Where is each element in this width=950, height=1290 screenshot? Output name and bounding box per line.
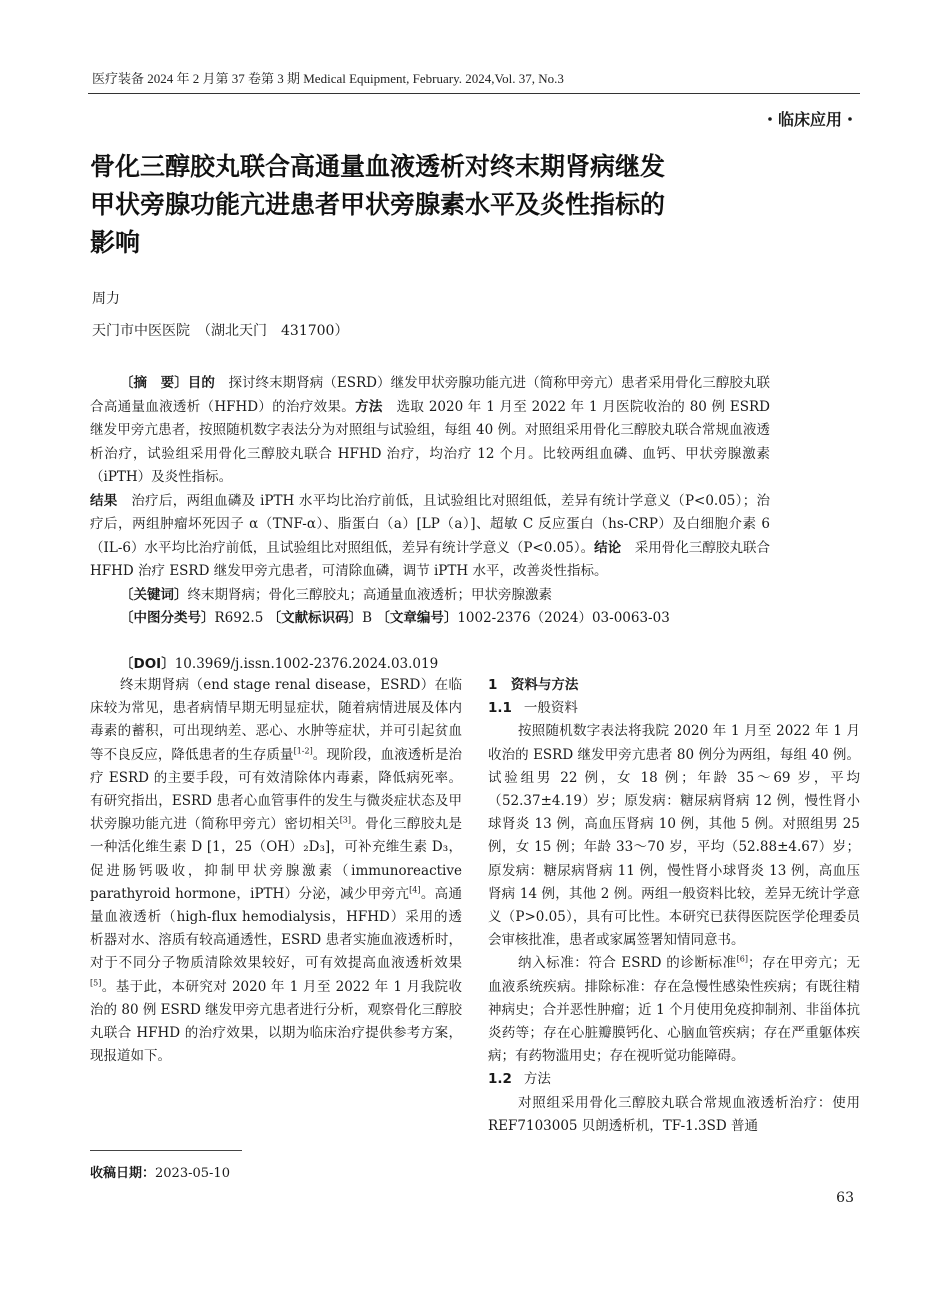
doi-value: 10.3969/j.issn.1002-2376.2024.03.019 bbox=[174, 656, 439, 672]
citation: [5] bbox=[90, 978, 102, 988]
keywords: 终末期肾病；骨化三醇胶丸；高通量血液透析；甲状旁腺激素 bbox=[187, 586, 552, 603]
received-date: 2023-05-10 bbox=[155, 1166, 230, 1181]
abstract-result-para bbox=[90, 490, 770, 584]
page-number: 63 bbox=[836, 1190, 854, 1206]
intro-text: 。高通量血液透析（high-flux hemodialysis，HFHD）采用的透析器对水、溶质有较高通透性，ESRD 患者实施血液透析时，对于不同分子物质清除效果较好，可有效提高血液透析效果 bbox=[90, 885, 462, 972]
received-date-footnote bbox=[90, 1162, 230, 1181]
section-heading: 1 资料与方法 bbox=[488, 677, 579, 693]
header-divider bbox=[88, 93, 860, 94]
general-data-paragraph: 按照随机数字表法将我院 2020 年 1 月至 2022 年 1 月收治的 ESRD 继发甲旁亢患者 80 例分为两组，每组 40 例。试验组男 22 例，女 18 例；年龄 35～69 岁，平均（52.37±4.19）岁；原发病：糖尿病肾病 12 例，慢性肾小球肾炎 13 例，高血压肾病 10 例，其他 5 例。对照组男 25 例，女 15 例；年龄 33～70 岁，平均（52.88±4.67）岁；原发病：糖尿病肾病 11 例，慢性肾小球肾炎 13 例，高血压肾病 14 例，其他 2 例。两组一般资料比较，差异无统计学意义（P>0.05），具有可比性。本研究已获得医院医学伦理委员会审核批准，患者或家属签署知情同意书。 bbox=[488, 723, 860, 949]
article-title bbox=[90, 148, 790, 262]
method-label: 方法 bbox=[355, 398, 383, 415]
intro-text: 。现阶段，血液透析是治疗 ESRD 的主要手段，可有效清除体内毒素，降低病死率。有研究指出，ESRD 患者心血管事件的发生与微炎症状态及甲状旁腺功能亢进（简称甲旁亢）密切相关 bbox=[90, 746, 463, 833]
abstract-objective: 探讨终末期肾病（ESRD）继发甲状旁腺功能亢进（简称甲旁亢）患者采用骨化三醇胶丸联合高通量血液透析（HFHD）的治疗效果。 bbox=[90, 375, 771, 415]
left-column bbox=[90, 674, 462, 1068]
citation: [4] bbox=[409, 885, 421, 895]
citation: [3] bbox=[339, 815, 352, 825]
doi-line bbox=[120, 652, 438, 672]
abstract-method: 选取 2020 年 1 月至 2022 年 1 月医院收治的 80 例 ESRD 继发甲旁亢患者，按照随机数字表法分为对照组与试验组，每组 40 例。对照组采用骨化三醇胶丸联合常规血液透析治疗，试验组采用骨化三醇胶丸联合 HFHD 治疗，均治疗 12 个月。比较两组血磷、血钙、甲状旁腺激素（iPTH）及炎性指标。 bbox=[90, 398, 771, 485]
abstract-result: 治疗后，两组血磷及 iPTH 水平均比治疗前低，且试验组比对照组低，差异有统计学意义（P<0.05）；治疗后，两组肿瘤坏死因子 α（TNF-α）、脂蛋白（a）[LP（a）]、超敏 C 反应蛋白（hs-CRP）及白细胞介素 6（IL-6）水平均比治疗前低，且试验组比对照组低，差异有统计学意义（P<0.05）。 bbox=[90, 492, 771, 556]
citation: [6] bbox=[736, 954, 748, 964]
doi-label: 〔DOI〕 bbox=[120, 656, 175, 672]
clc-label: 〔中图分类号〕 bbox=[120, 610, 215, 626]
conclusion-label: 结论 bbox=[594, 539, 622, 556]
journal-header: 医疗装备 2024 年 2 月第 37 卷第 3 期 Medical Equipment, February. 2024,Vol. 37, No.3 bbox=[92, 71, 564, 86]
abstract-conclusion: 采用骨化三醇胶丸联合 HFHD 治疗 ESRD 继发甲旁亢患者，可清除血磷，调节 iPTH 水平，改善炎性指标。 bbox=[90, 539, 771, 579]
intro-text: 。基于此，本研究对 2020 年 1 月至 2022 年 1 月我院收治的 80 例 ESRD 继发甲旁亢患者进行分析，观察骨化三醇胶丸联合 HFHD 的治疗效果，以期为临床治疗提供参考方案，现报道如下。 bbox=[90, 978, 462, 1065]
doccode-label: 〔文献标识码〕 bbox=[267, 610, 363, 626]
citation: [1-2] bbox=[293, 746, 313, 756]
right-column bbox=[488, 674, 860, 1138]
abstract-body bbox=[90, 372, 770, 490]
method-paragraph: 对照组采用骨化三醇胶丸联合常规血液透析治疗：使用 REF7103005 贝朗透析机，TF-1.3SD 普通 bbox=[488, 1094, 860, 1134]
keywords-line bbox=[90, 584, 770, 608]
doccode-value: B bbox=[362, 610, 373, 626]
intro-text: 。骨化三醇胶丸是一种活化维生素 D [1，25（OH）₂D₃]，可补充维生素 D₃，促进肠钙吸收，抑制甲状旁腺激素（immunoreactive parathyroid hormone，iPTH）分泌，减少甲旁亢 bbox=[90, 816, 463, 902]
result-label: 结果 bbox=[90, 492, 118, 509]
keywords-label: 〔关键词〕 bbox=[120, 586, 188, 603]
criteria-paragraph bbox=[488, 952, 860, 1068]
subsection-title: 一般资料 bbox=[523, 700, 578, 717]
articleno-label: 〔文章编号〕 bbox=[376, 610, 458, 626]
title-line: 甲状旁腺功能亢进患者甲状旁腺素水平及炎性指标的 bbox=[90, 190, 666, 219]
subsection-number: 1.1 bbox=[488, 700, 512, 717]
articleno-value: 1002-2376（2024）03-0063-03 bbox=[457, 610, 670, 626]
intro-paragraph bbox=[90, 674, 462, 1068]
subsection-heading bbox=[488, 697, 860, 720]
criteria-text: 纳入标准：符合 ESRD 的诊断标准 bbox=[518, 955, 737, 972]
abstract-label: 〔摘 要〕目的 bbox=[120, 375, 215, 391]
intro-text: 终末期肾病（end stage renal disease，ESRD）在临床较为常见，患者病情早期无明显症状，随着病情进展及体内毒素的蓄积，可出现纳差、恶心、水肿等症状，并可引起贫血等不良反应，降低患者的生存质量 bbox=[90, 677, 462, 763]
title-line: 影响 bbox=[90, 228, 141, 257]
author: 周力 bbox=[92, 291, 120, 307]
abstract bbox=[90, 372, 770, 631]
subsection-heading bbox=[488, 1068, 860, 1091]
footnote-divider bbox=[90, 1150, 242, 1151]
classification-line bbox=[90, 607, 770, 631]
clc-value: R692.5 bbox=[214, 610, 264, 626]
criteria-text: ；存在甲旁亢；无血液系统疾病。排除标准：存在急慢性感染性疾病；有既往精神病史；合并恶性肿瘤；近 1 个月使用免疫抑制剂、非甾体抗炎药等；存在心脏瓣膜钙化、心脑血管疾病；存在严重躯体疾病；有药物滥用史；存在视听觉功能障碍。 bbox=[488, 955, 860, 1065]
received-label: 收稿日期： bbox=[90, 1166, 156, 1181]
section-tag: ・临床应用・ bbox=[761, 110, 858, 129]
title-line: 骨化三醇胶丸联合高通量血液透析对终末期肾病继发 bbox=[90, 152, 666, 181]
subsection-title: 方法 bbox=[523, 1071, 551, 1088]
subsection-number: 1.2 bbox=[488, 1071, 512, 1088]
affiliation: 天门市中医医院 （湖北天门 431700） bbox=[92, 323, 349, 339]
